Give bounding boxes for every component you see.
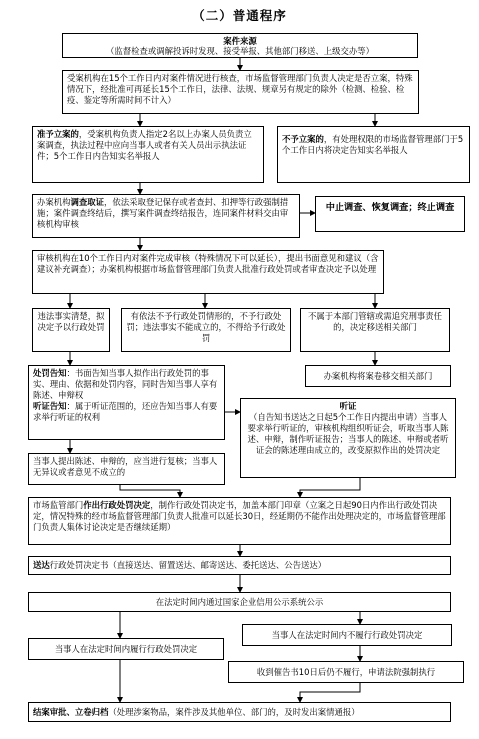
node-publicize: 在法定时间内通过国家企业信用公示系统公示 (28, 592, 451, 612)
page-title: （二）普通程序 (192, 8, 287, 23)
node-deliver (28, 556, 451, 575)
node-not-filed-head: 不予立案的 (282, 134, 324, 144)
node-filed (32, 126, 264, 183)
node-notice-b2: ：属于听证范围的，还应告知当事人有要求举行听证的权利 (33, 401, 218, 422)
node-deliver-head: 送达 (33, 560, 50, 570)
node-case-source (62, 33, 418, 58)
node-decision-head: 作出行政处罚决定 (83, 500, 151, 510)
node-investigate (32, 194, 300, 238)
node-close (28, 702, 451, 722)
node-decision-body: ，制作行政处罚决定书，加盖本部门印章（立案之日起90日内作出行政处罚决定，情况特殊的经市场监督管理部门负责人批准可以延长30日，经延期仍不能作出处理决定的，市场监督管理部门负责人集体讨论决定是否继续延期） (33, 500, 446, 532)
node-not-filed-body: ，有处理权限的市场监督管理部门于5个工作日内将决定告知实名举报人 (282, 134, 464, 155)
node-deliver-body: 行政处罚决定书（直接送达、留置送达、邮寄送达、委托送达、公告送达） (49, 560, 327, 570)
node-filed-head: 准予立案的 (37, 129, 79, 139)
arrow-hearing-decision (300, 478, 360, 497)
arrow-defense-decision (120, 485, 180, 497)
node-comply: 当事人在法定时间内履行行政处罚决定 (28, 638, 224, 660)
node-noncomply: 当事人在法定时间内不履行行政处罚决定 (242, 624, 452, 646)
node-decision-pre: 市场监管部门 (33, 500, 84, 510)
node-enforce: 收到催告书10日后仍不履行，申请法院强制执行 (228, 661, 464, 683)
node-decision (28, 497, 451, 545)
node-case-source-head: 案件来源 (223, 36, 257, 46)
node-not-filed (277, 126, 470, 183)
node-investigate-head: 调查取证 (70, 197, 104, 207)
node-hearing (240, 398, 456, 478)
node-close-body: （处理涉案物品，案件涉及其他单位、部门的，及时发出案情通报） (108, 707, 360, 717)
node-case-source-body: （监督检查或调解投诉时发现、接受举报、其他部门移送、上级交办等） (106, 46, 374, 56)
node-notice-h2: 听证告知 (33, 401, 67, 411)
node-investigate-pre: 办案机构 (37, 197, 71, 207)
node-no-punishment: 有依法不予行政处罚情形的，不予行政处罚；违法事实不能成立的，不得给予行政处罚 (121, 308, 291, 352)
node-notice (28, 365, 225, 440)
arrow-enforce-close (300, 683, 360, 702)
node-filed-body: ，受案机构负责人指定2名以上办案人员负责立案调查，执法过程中应向当事人或者有关人员出示执法证件；5个工作日内告知实名举报人 (37, 129, 252, 161)
node-hearing-head: 听证 (339, 401, 357, 411)
node-review: 审核机构在10个工作日内对案件完成审核（特殊情况下可以延长），提出书面意见和建议（含建议补充调查）；办案机构根据市场监督管理部门负责人批准行政处罚或者审查决定予以处理 (32, 250, 384, 294)
node-close-head: 结案审批、立卷归档 (33, 707, 109, 717)
node-suspend: 中止调查、恢复调查；终止调查 (315, 196, 465, 232)
node-investigate-body: ，依法采取登记保存或者查封、扣押等行政强制措施；案件调查终结后，撰写案件调查终结报告，连同案件材料交由审核机构审核 (37, 197, 289, 229)
node-hearing-body: （自告知书送达之日起5个工作日内提出申请）当事人要求举行听证的，审核机构组织听证会，听取当事人陈述、申辩，制作听证报告；当事人的陈述、申辩或者听证会的陈述理由成立的，改变原拟作出的处罚决定 (247, 412, 449, 455)
node-notice-b1: ：书面告知当事人拟作出行政处罚的事实、理由、依据和处罚内容，同时告知当事人享有陈述、申辩权 (33, 368, 218, 400)
node-defense-review: 当事人提出陈述、申辩的，应当进行复核；当事人无异议或者意见不成立的 (28, 453, 225, 485)
node-transfer: 办案机构将案卷移交相关部门 (305, 365, 451, 387)
node-proposed-punishment: 违法事实清楚，拟决定予以行政处罚 (32, 308, 110, 352)
node-accept-review: 受案机构在15个工作日内对案件情况进行核查，市场监督管理部门负责人决定是否立案，特殊情况下，经批准可再延长15个工作日，法律、法规、规章另有规定的除外（检测、检验、检疫、鉴定等所需时间不计入） (62, 70, 419, 114)
node-transfer-condition: 不属于本部门管辖或需追究刑事责任的，决定移送相关部门 (300, 308, 450, 352)
node-notice-h1: 处罚告知 (33, 368, 67, 378)
